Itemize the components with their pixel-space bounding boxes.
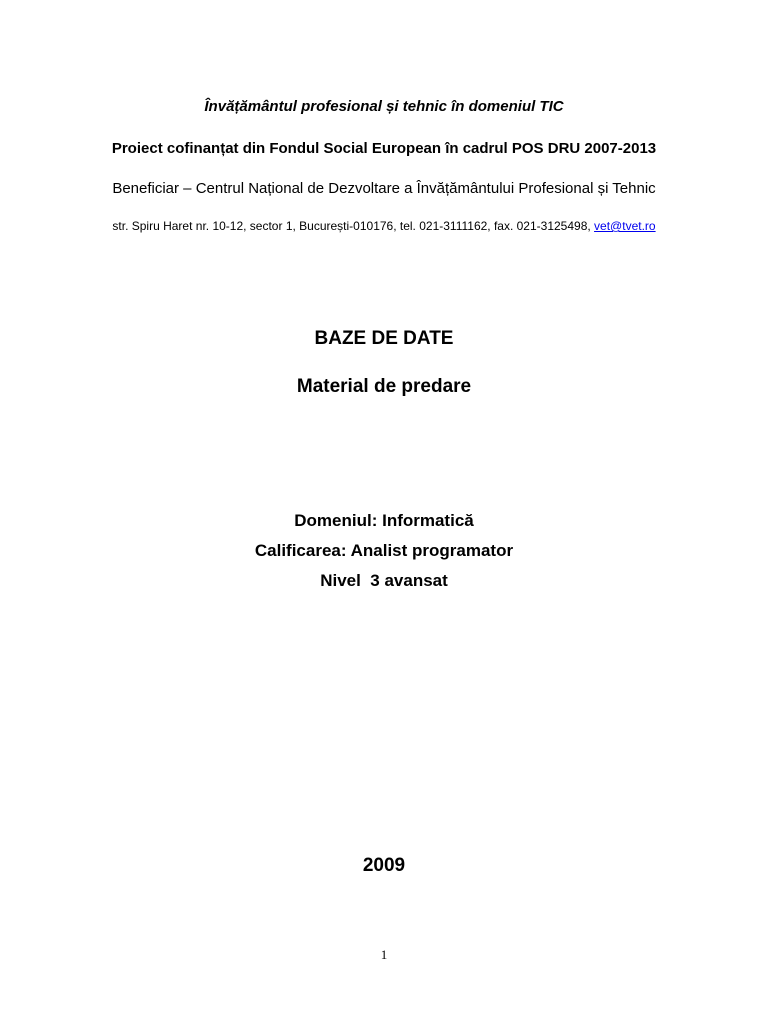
email-link[interactable]: vet@tvet.ro — [594, 219, 656, 233]
qualification-line: Calificarea: Analist programator — [254, 541, 514, 560]
domain-line: Domeniul: Informatică — [294, 511, 474, 530]
program-line: Învățământul profesional și tehnic în domeniul TIC — [204, 98, 564, 115]
address-line — [0, 220, 768, 232]
document-subtitle: Material de predare — [296, 376, 472, 397]
page-number: 1 — [380, 947, 388, 962]
address-text: str. Spiru Haret nr. 10-12, sector 1, București-010176, tel. 021-3111162, fax. 021-3125498, — [112, 219, 595, 233]
document-title: BAZE DE DATE — [314, 328, 454, 349]
level-line: Nivel 3 avansat — [320, 571, 448, 590]
year: 2009 — [362, 855, 406, 876]
beneficiary-line: Beneficiar – Centrul Național de Dezvoltare a Învățământului Profesional și Tehnic — [112, 180, 656, 197]
project-line: Proiect cofinanțat din Fondul Social European în cadrul POS DRU 2007-2013 — [111, 140, 657, 157]
